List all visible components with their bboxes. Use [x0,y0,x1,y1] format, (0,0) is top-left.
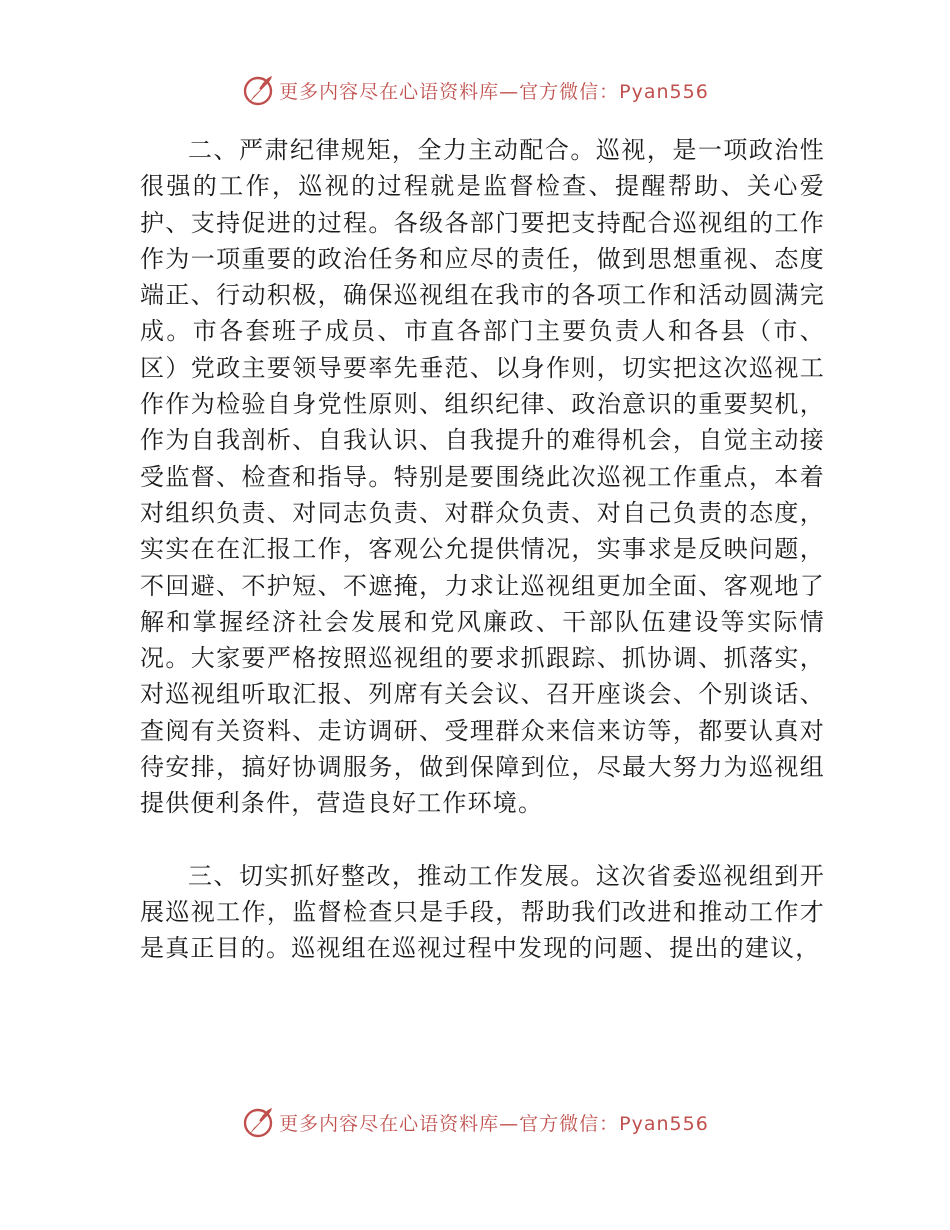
footer-banner [0,1102,950,1142]
paragraph: 二、严肃纪律规矩，全力主动配合。巡视，是一项政治性很强的工作，巡视的过程就是监督检查、提醒帮助、关心爱护、支持促进的过程。各级各部门要把支持配合巡视组的工作作为一项重要的政治任务和应尽的责任，做到思想重视、态度端正、行动积极，确保巡视组在我市的各项工作和活动圆满完成。市各套班子成员、市直各部门主要负责人和各县（市、区）党政主要领导要率先垂范、以身作则，切实把这次巡视工作作为检验自身党性原则、组织纪律、政治意识的重要契机，作为自我剖析、自我认识、自我提升的难得机会，自觉主动接受监督、检查和指导。特别是要围绕此次巡视工作重点，本着对组织负责、对同志负责、对群众负责、对自己负责的态度，实实在在汇报工作，客观公允提供情况，实事求是反映问题，不回避、不护短、不遮掩，力求让巡视组更加全面、客观地了解和掌握经济社会发展和党风廉政、干部队伍建设等实际情况。大家要严格按照巡视组的要求抓跟踪、抓协调、抓落实，对巡视组听取汇报、列席有关会议、召开座谈会、个别谈话、查阅有关资料、走访调研、受理群众来信来访等，都要认真对待安排，搞好协调服务，做到保障到位，尽最大努力为巡视组提供便利条件，营造良好工作环境。 [140,136,825,818]
banner-dash: — [499,80,520,103]
banner-title: 更多内容尽在心语资料库 [279,1112,500,1135]
banner-contact: 官方微信：Pyan556 [519,80,709,103]
banner-text [279,77,709,104]
document-body [140,132,825,967]
banner-dash: — [499,1112,520,1135]
banner-title: 更多内容尽在心语资料库 [279,80,500,103]
header-banner [0,70,950,110]
paragraph: 三、切实抓好整改，推动工作发展。这次省委巡视组到开展巡视工作，监督检查只是手段，帮助我们改进和推动工作才是真正目的。巡视组在巡视过程中发现的问题、提出的建议， [140,861,825,963]
banner-contact: 官方微信：Pyan556 [519,1112,709,1135]
quill-logo-icon [241,1105,275,1139]
quill-logo-icon [241,73,275,107]
banner-text [279,1109,709,1136]
